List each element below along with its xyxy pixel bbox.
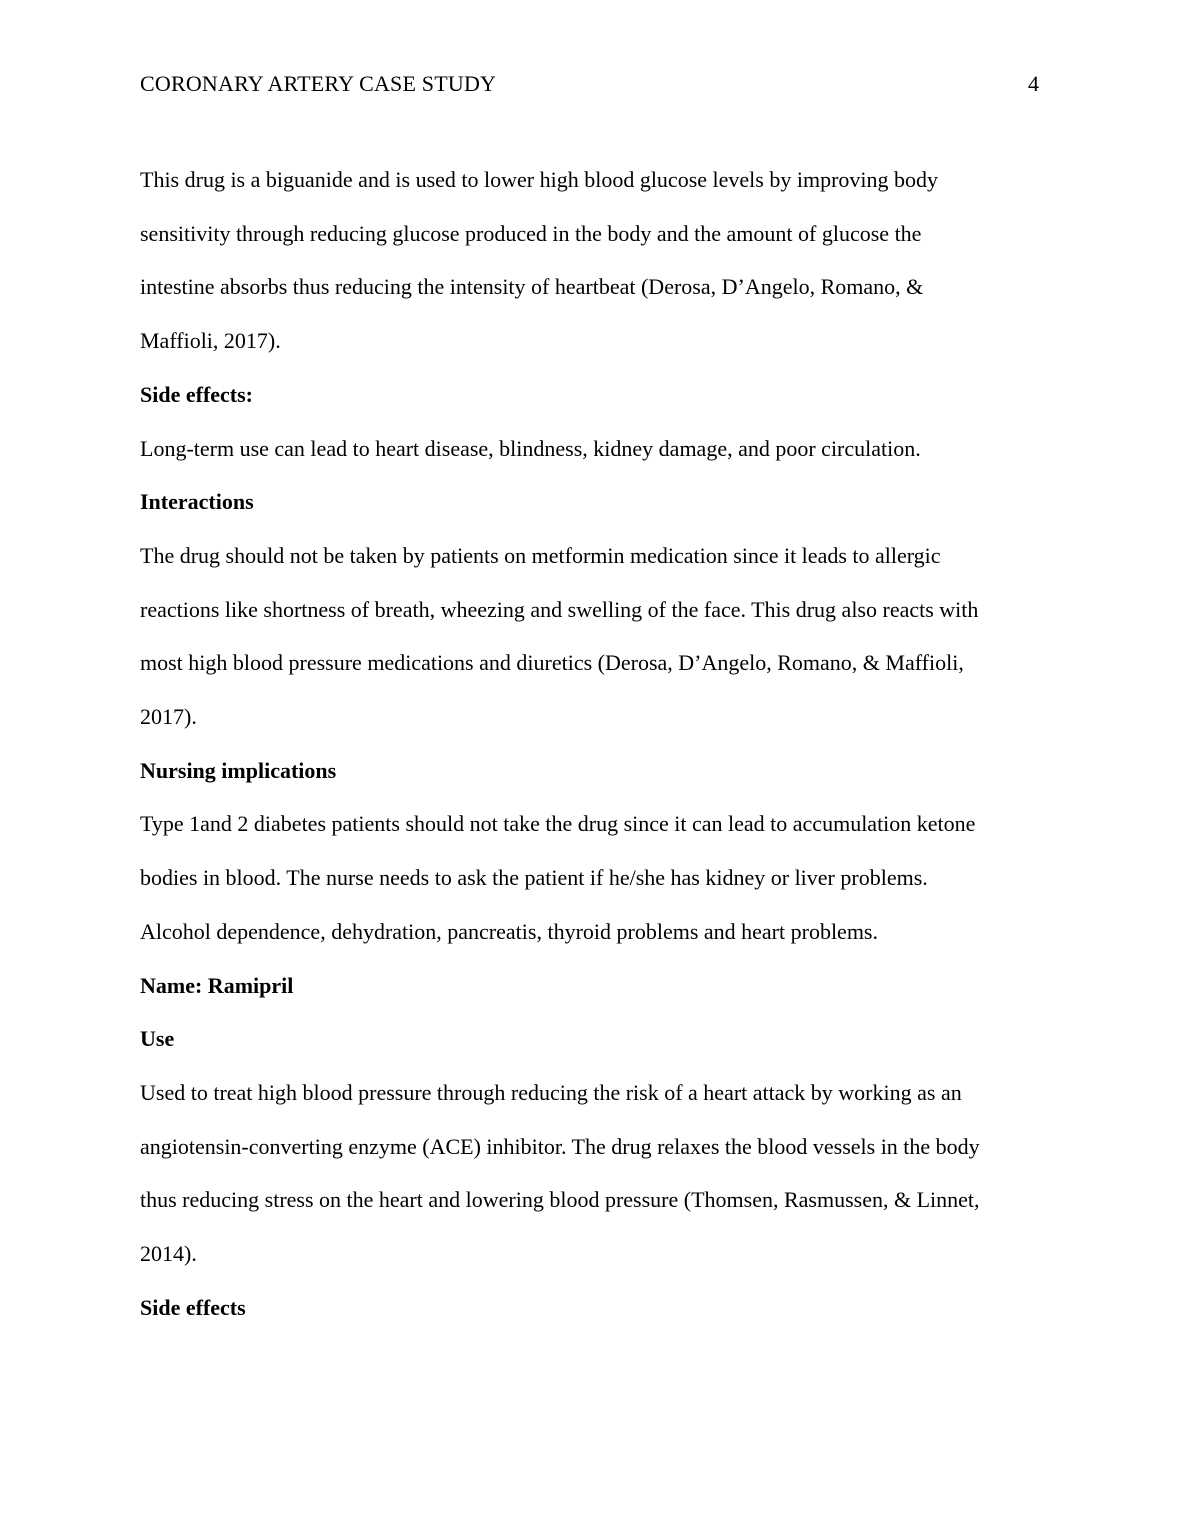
ramipril-side-effects-heading: Side effects: [140, 1294, 246, 1320]
drug-name-heading: Name: Ramipril: [140, 972, 294, 998]
body-line: Long-term use can lead to heart disease, blindness, kidney damage, and poor circulation.: [140, 435, 921, 461]
body-line: Type 1and 2 diabetes patients should not take the drug since it can lead to accumulation ketone: [140, 811, 976, 837]
body-line: reactions like shortness of breath, wheezing and swelling of the face. This drug also reacts with: [140, 596, 979, 622]
body-line: Alcohol dependence, dehydration, pancreatis, thyroid problems and heart problems.: [140, 918, 878, 944]
interactions-heading: Interactions: [140, 489, 254, 515]
body-line: 2014).: [140, 1241, 197, 1267]
body-line: sensitivity through reducing glucose produced in the body and the amount of glucose the: [140, 220, 922, 246]
body-line: most high blood pressure medications and diuretics (Derosa, D’Angelo, Romano, & Maffioli,: [140, 650, 964, 676]
side-effects-heading: Side effects:: [140, 381, 254, 407]
running-head: CORONARY ARTERY CASE STUDY: [140, 71, 497, 96]
body-line: angiotensin-converting enzyme (ACE) inhibitor. The drug relaxes the blood vessels in the body: [140, 1133, 980, 1159]
body-line: thus reducing stress on the heart and lowering blood pressure (Thomsen, Rasmussen, & Linnet,: [140, 1187, 980, 1213]
body-line: bodies in blood. The nurse needs to ask the patient if he/she has kidney or liver problems.: [140, 865, 928, 891]
document-body: [140, 153, 1045, 1334]
body-line: The drug should not be taken by patients on metformin medication since it leads to allergic: [140, 542, 941, 568]
page-number: 4: [1028, 71, 1039, 96]
body-line: intestine absorbs thus reducing the intensity of heartbeat (Derosa, D’Angelo, Romano, &: [140, 274, 924, 300]
body-line: 2017).: [140, 704, 197, 730]
nursing-implications-heading: Nursing implications: [140, 757, 337, 783]
use-heading: Use: [140, 1026, 175, 1052]
body-line: Used to treat high blood pressure through reducing the risk of a heart attack by working as an: [140, 1079, 962, 1105]
body-line: Maffioli, 2017).: [140, 328, 281, 354]
body-line: This drug is a biguanide and is used to lower high blood glucose levels by improving body: [140, 167, 939, 192]
